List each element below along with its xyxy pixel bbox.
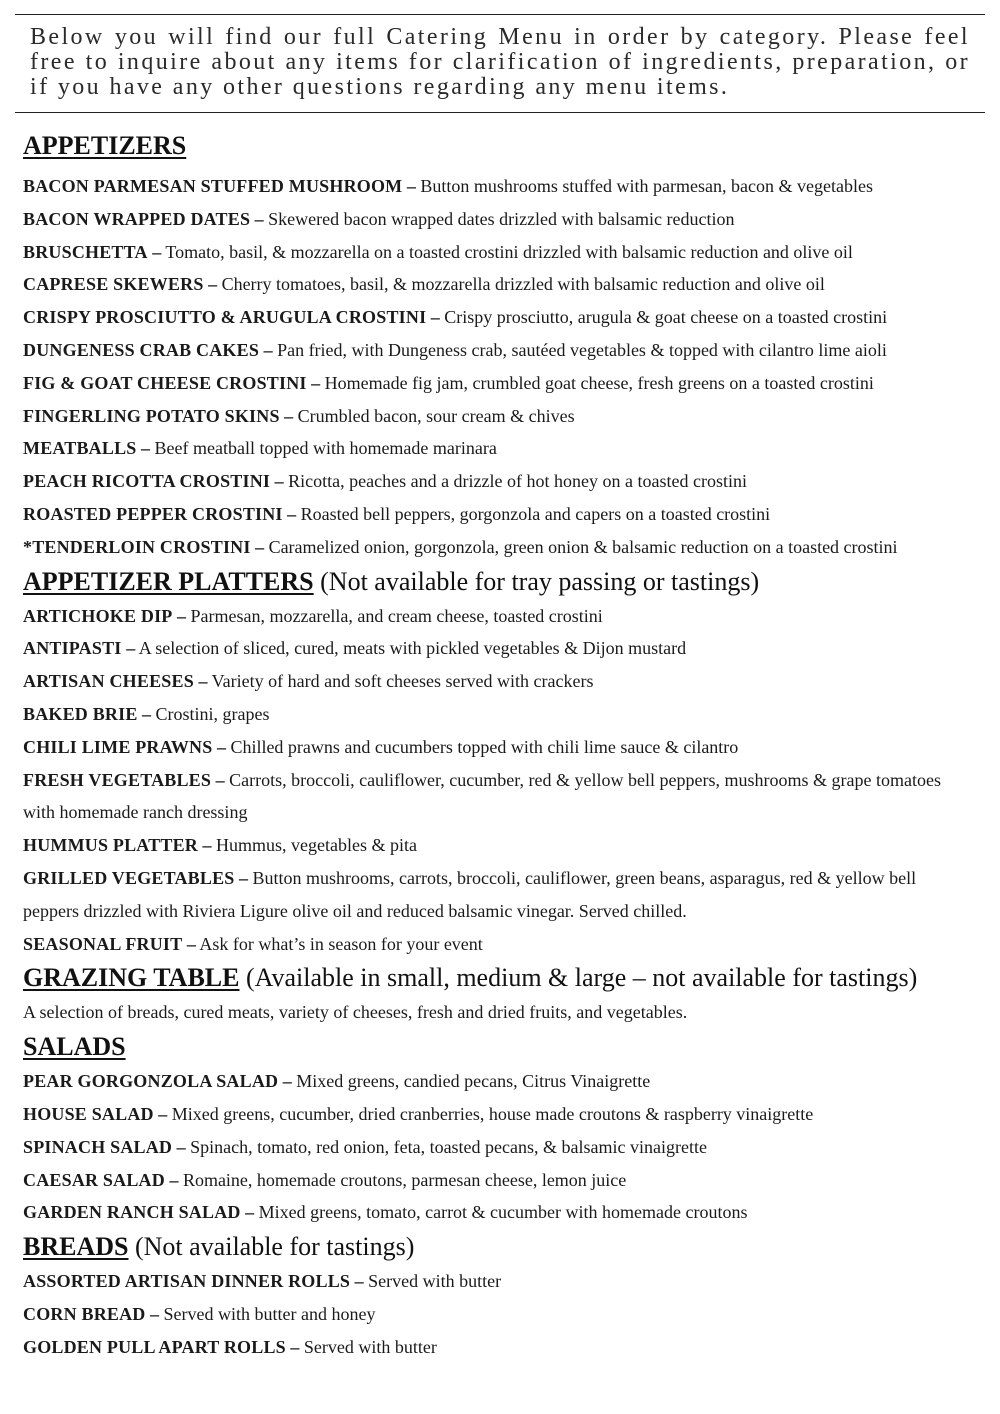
menu-item — [23, 334, 989, 367]
menu-item-separator: – — [311, 372, 321, 393]
menu-item — [23, 1098, 989, 1131]
menu-item-description: Parmesan, mozzarella, and cream cheese, toasted crostini — [190, 605, 603, 626]
menu-item — [23, 862, 953, 928]
section-salads — [23, 1029, 989, 1229]
menu-item-separator: – — [263, 339, 273, 360]
menu-item-description: Pan fried, with Dungeness crab, sautéed vegetables & topped with cilantro lime aioli — [277, 339, 887, 360]
section-note: (Not available for tastings) — [134, 1232, 415, 1262]
menu-item-separator: – — [406, 176, 416, 196]
menu-item — [23, 301, 989, 334]
menu-item-description: Served with butter — [303, 1336, 437, 1357]
catering-menu — [23, 128, 989, 1364]
menu-item — [23, 632, 989, 665]
menu-item-separator: – — [254, 208, 264, 229]
section-heading: APPETIZER PLATTERS — [23, 566, 314, 596]
menu-item-separator: – — [216, 736, 226, 757]
menu-item-name: SEASONAL FRUIT — [23, 933, 183, 954]
menu-item-description: Roasted bell peppers, gorgonzola and capers on a toasted crostini — [300, 503, 771, 524]
menu-item — [23, 1265, 989, 1298]
menu-item — [23, 531, 989, 564]
section-title-grazing-table — [23, 960, 989, 996]
menu-item-description: Served with butter and honey — [163, 1303, 376, 1324]
section-heading: GRAZING TABLE — [23, 963, 240, 993]
menu-item-separator: – — [198, 671, 208, 692]
menu-item-name: GRILLED VEGETABLES — [23, 867, 235, 888]
menu-item-description: Mixed greens, tomato, carrot & cucumber with homemade croutons — [258, 1202, 748, 1223]
menu-item-description: Mixed greens, cucumber, dried cranberries, house made croutons & raspberry vinaigrette — [171, 1103, 814, 1124]
menu-item-separator: – — [186, 933, 196, 954]
menu-item-separator: – — [152, 241, 162, 262]
menu-item-name: ASSORTED ARTISAN DINNER ROLLS — [23, 1271, 351, 1292]
menu-item-description: Hummus, vegetables & pita — [215, 835, 417, 856]
menu-item-separator: – — [290, 1336, 300, 1357]
menu-item-name: ARTISAN CHEESES — [23, 671, 194, 692]
menu-item-name: PEACH RICOTTA CROSTINI — [23, 471, 271, 492]
menu-item-name: GOLDEN PULL APART ROLLS — [23, 1336, 286, 1357]
menu-item-separator: – — [274, 471, 284, 492]
menu-item-separator: – — [142, 703, 152, 724]
menu-item-name: CAESAR SALAD — [23, 1169, 165, 1190]
menu-item — [23, 698, 989, 731]
menu-item — [23, 731, 989, 764]
menu-item — [23, 432, 989, 465]
menu-item-separator: – — [158, 1103, 168, 1124]
menu-item-separator: – — [169, 1169, 179, 1190]
section-title-appetizers — [23, 128, 989, 170]
menu-item-separator: – — [150, 1303, 160, 1324]
menu-item-description: Variety of hard and soft cheeses served with crackers — [211, 671, 594, 692]
breads-list — [23, 1265, 989, 1363]
salads-list — [23, 1065, 989, 1229]
menu-item-separator: – — [239, 867, 249, 888]
menu-item-name: BACON PARMESAN STUFFED MUSHROOM — [23, 176, 403, 196]
menu-item-description: Beef meatball topped with homemade marinara — [154, 438, 497, 459]
menu-item-description: Ask for what’s in season for your event — [199, 933, 483, 954]
menu-item-name: ANTIPASTI — [23, 638, 127, 659]
menu-item-description: Skewered bacon wrapped dates drizzled with balsamic reduction — [268, 208, 735, 229]
menu-item-name: *TENDERLOIN CROSTINI — [23, 536, 251, 557]
menu-item-name: BAKED BRIE — [23, 703, 138, 724]
menu-item-name: CORN BREAD — [23, 1303, 146, 1324]
menu-item-separator: – — [354, 1271, 364, 1292]
menu-item — [23, 600, 989, 633]
menu-item-name: FIG & GOAT CHEESE CROSTINI — [23, 372, 307, 393]
menu-item-description: Mixed greens, candied pecans, Citrus Vinaigrette — [296, 1071, 651, 1092]
menu-item-separator: – — [208, 274, 218, 295]
menu-item-description: Romaine, homemade croutons, parmesan cheese, lemon juice — [182, 1169, 627, 1190]
menu-item — [23, 465, 989, 498]
menu-item-separator: – — [176, 605, 186, 626]
menu-item-separator: – — [430, 307, 440, 328]
menu-item-name: ARTICHOKE DIP — [23, 605, 173, 626]
section-appetizers — [23, 128, 989, 564]
menu-item-name: HOUSE SALAD — [23, 1103, 154, 1124]
menu-item — [23, 829, 989, 862]
menu-item-separator: – — [215, 769, 225, 790]
menu-item-name: FINGERLING POTATO SKINS — [23, 405, 280, 426]
menu-item-description: Tomato, basil, & mozzarella on a toasted crostini drizzled with balsamic reduction and olive oil — [165, 241, 853, 262]
menu-item-separator: – — [126, 638, 136, 659]
appetizer-platters-list — [23, 600, 989, 961]
section-appetizer-platters — [23, 564, 989, 961]
menu-item — [23, 1298, 989, 1331]
menu-item — [23, 268, 989, 301]
menu-item-separator: – — [287, 503, 297, 524]
menu-item-description: A selection of sliced, cured, meats with pickled vegetables & Dijon mustard — [138, 638, 687, 659]
grazing-table-description: A selection of breads, cured meats, variety of cheeses, fresh and dried fruits, and vegetables. — [23, 1002, 688, 1023]
menu-item — [23, 236, 989, 269]
menu-item — [23, 498, 989, 531]
section-heading: SALADS — [23, 1032, 126, 1062]
menu-item-name: CAPRESE SKEWERS — [23, 274, 204, 295]
menu-item — [23, 928, 989, 961]
section-note: (Available in small, medium & large – not available for tastings) — [245, 963, 918, 993]
section-title-salads — [23, 1029, 989, 1065]
menu-item — [23, 1196, 989, 1229]
menu-item-name: ROASTED PEPPER CROSTINI — [23, 503, 283, 524]
section-note: (Not available for tray passing or tastings) — [320, 566, 760, 596]
menu-item-description: Spinach, tomato, red onion, feta, toasted pecans, & balsamic vinaigrette — [190, 1136, 707, 1157]
menu-item-description: Button mushrooms, carrots, broccoli, cauliflower, green beans, asparagus, red & yellow bell peppers drizzled with Riviera Ligure olive oil and reduced balsamic vinegar. Served chilled. — [23, 867, 917, 921]
menu-item-separator: – — [141, 438, 150, 459]
menu-item-separator: – — [202, 835, 212, 856]
menu-item-description: Carrots, broccoli, cauliflower, cucumber, red & yellow bell peppers, mushrooms & grape tomatoes with homemade ranch dressing — [23, 769, 941, 823]
menu-item-description: Chilled prawns and cucumbers topped with chili lime sauce & cilantro — [230, 736, 739, 757]
menu-item-description: Cherry tomatoes, basil, & mozzarella drizzled with balsamic reduction and olive oil — [221, 274, 825, 295]
menu-item-name: HUMMUS PLATTER — [23, 835, 198, 856]
menu-item — [23, 1131, 989, 1164]
intro-text: Below you will find our full Catering Menu in order by category. Please feel free to inquire about any items for clarification of ingredients, preparation, or if you have any other questions regarding any menu items. — [30, 24, 970, 100]
menu-item-separator: – — [245, 1202, 255, 1223]
menu-item-name: DUNGENESS CRAB CAKES — [23, 339, 260, 360]
menu-item-description: Caramelized onion, gorgonzola, green onion & balsamic reduction on a toasted crostini — [268, 536, 898, 557]
section-heading: BREADS — [23, 1232, 129, 1262]
menu-item — [23, 665, 989, 698]
section-title-breads — [23, 1229, 989, 1265]
menu-item-description: Button mushrooms stuffed with parmesan, bacon & vegetables — [420, 176, 873, 196]
menu-item-name: MEATBALLS — [23, 438, 137, 459]
menu-item — [23, 203, 989, 236]
menu-item-name: CRISPY PROSCIUTTO & ARUGULA CROSTINI — [23, 307, 427, 328]
menu-item-name: FRESH VEGETABLES — [23, 769, 212, 790]
section-breads — [23, 1229, 989, 1363]
menu-item — [23, 1164, 989, 1197]
menu-item-description: Crumbled bacon, sour cream & chives — [297, 405, 575, 426]
menu-item — [23, 1065, 989, 1098]
menu-item-name: BACON WRAPPED DATES — [23, 208, 251, 229]
menu-item-separator: – — [282, 1071, 292, 1092]
menu-item-name: SPINACH SALAD — [23, 1136, 173, 1157]
menu-item — [23, 764, 953, 830]
menu-item-description: Served with butter — [368, 1271, 502, 1292]
section-heading: APPETIZERS — [23, 131, 187, 160]
menu-item-name: PEAR GORGONZOLA SALAD — [23, 1071, 279, 1092]
section-grazing-table — [23, 960, 989, 1029]
appetizers-list — [23, 170, 989, 564]
menu-item — [23, 400, 989, 433]
menu-item-description: Homemade fig jam, crumbled goat cheese, fresh greens on a toasted crostini — [324, 372, 874, 393]
section-title-appetizer-platters — [23, 564, 989, 600]
menu-item-description: Ricotta, peaches and a drizzle of hot honey on a toasted crostini — [288, 471, 747, 492]
menu-item-description: Crispy prosciutto, arugula & goat cheese on a toasted crostini — [444, 307, 888, 328]
menu-item-name: GARDEN RANCH SALAD — [23, 1202, 241, 1223]
menu-item-separator: – — [176, 1136, 186, 1157]
menu-item — [23, 1331, 989, 1364]
menu-item-separator: – — [255, 536, 265, 557]
menu-item-description: Crostini, grapes — [155, 703, 270, 724]
menu-item-name: BRUSCHETTA — [23, 241, 148, 262]
menu-item-name: CHILI LIME PRAWNS — [23, 736, 213, 757]
menu-item — [23, 367, 989, 400]
menu-item-separator: – — [284, 405, 294, 426]
intro-box — [15, 14, 985, 113]
menu-item — [23, 170, 989, 203]
